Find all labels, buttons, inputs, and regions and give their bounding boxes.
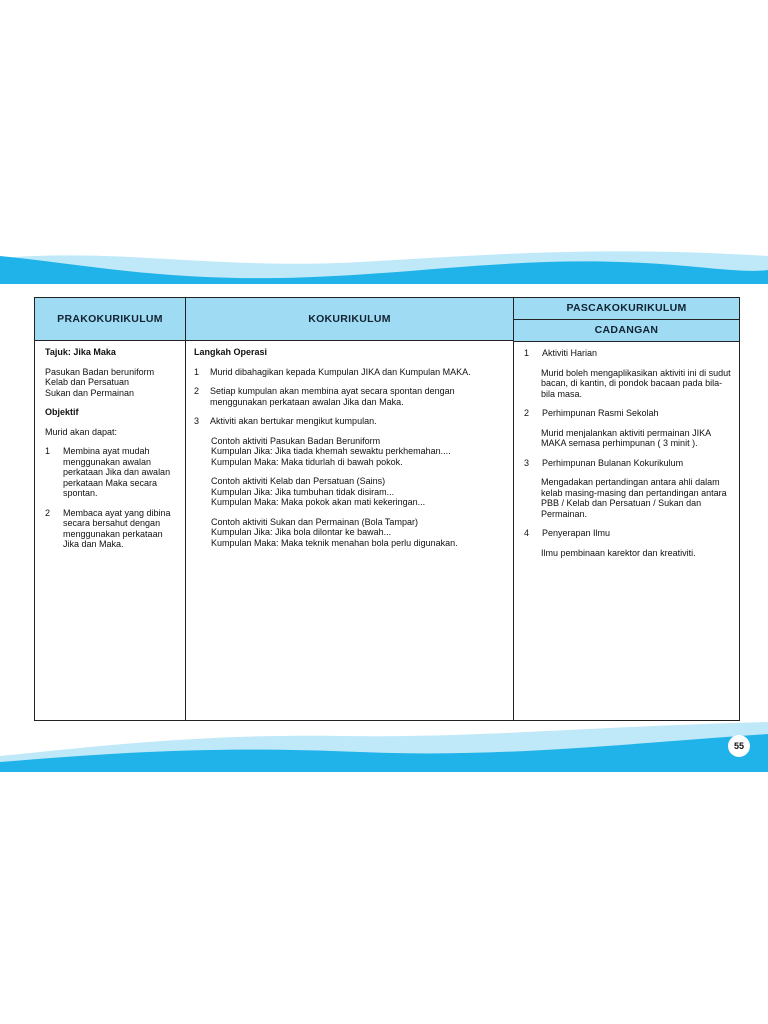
unit-2: Kelab dan Persatuan [45,377,130,387]
suggestion-text: Ilmu pembinaan karektor dan kreativiti. [541,547,696,558]
step-item [194,367,507,378]
example-jika: Kumpulan Jika: Jika tiada khemah sewaktu perkhemahan.... [211,446,451,456]
example-jika: Kumpulan Jika: Jika tumbuhan tidak disiram... [211,486,395,497]
step-text: Aktiviti akan bertukar mengikut kumpulan. [210,416,377,426]
prakokurikulum-body [35,341,185,550]
kokurikulum-header: KOKURIKULUM [186,298,513,341]
suggestion-title: Perhimpunan Rasmi Sekolah [542,408,659,418]
step-text: Murid dibahagikan kepada Kumpulan JIKA dan Kumpulan MAKA. [210,366,471,377]
suggestion-text: Murid boleh mengaplikasikan aktiviti ini di sudut bacan, di kantin, di pondok bacaan pada bila-bila masa. [541,367,731,399]
objective-number: 1 [45,446,51,456]
kokurikulum-column [186,298,514,720]
step-item [194,416,507,427]
prakokurikulum-column [35,298,186,720]
objektif-label: Objektif [45,407,79,417]
page-number: 55 [728,735,750,757]
pascakokurikulum-column [514,298,739,720]
step-number: 1 [194,366,200,377]
example-maka: Kumpulan Maka: Maka tidurlah di bawah pokok. [211,456,403,467]
suggestion-item [524,458,731,469]
objective-text: Membaca ayat yang dibina secara bersahut dengan menggunakan perkataan Jika dan Maka. [63,507,171,549]
suggestion-title: Aktiviti Harian [542,348,598,358]
suggestion-number: 3 [524,457,530,468]
unit-1: Pasukan Badan beruniform [45,366,155,377]
suggestion-item [524,528,731,539]
suggestion-number: 1 [524,348,530,358]
step-item [194,386,507,407]
step-number: 3 [194,416,200,426]
langkah-operasi-title: Langkah Operasi [194,347,268,357]
suggestion-item [524,348,731,359]
example-jika: Kumpulan Jika: Jika bola dilontar ke bawah... [211,527,392,537]
bottom-wave-decoration [0,716,768,772]
suggestion-title: Penyerapan Ilmu [542,528,611,538]
example-maka: Kumpulan Maka: Maka pokok akan mati kekeringan... [211,497,426,507]
activity-table [34,297,740,721]
suggestion-number: 4 [524,528,530,538]
suggestion-title: Perhimpunan Bulanan Kokurikulum [542,457,684,468]
kokurikulum-body [186,341,513,548]
example-block [194,517,507,549]
topic-title: Tajuk: Jika Maka [45,347,116,357]
suggestion-number: 2 [524,408,530,418]
example-title: Contoh aktiviti Kelab dan Persatuan (Sains) [211,476,386,486]
step-text: Setiap kumpulan akan membina ayat secara spontan dengan menggunakan perkataan awalan Jika dan Maka. [210,386,455,407]
example-title: Contoh aktiviti Pasukan Badan Beruniform [211,435,381,446]
example-title: Contoh aktiviti Sukan dan Permainan (Bola Tampar) [211,516,418,527]
objective-text: Membina ayat mudah menggunakan awalan perkataan Jika dan awalan perkataan Maka secara spontan. [63,446,171,498]
step-number: 2 [194,386,200,396]
example-maka: Kumpulan Maka: Maka teknik menahan bola perlu digunakan. [211,537,458,548]
objective-item [45,446,177,499]
prakokurikulum-header: PRAKOKURIKULUM [35,298,185,341]
pascakokurikulum-body [514,342,739,558]
unit-3: Sukan dan Permainan [45,387,135,398]
example-block [194,436,507,468]
objektif-intro: Murid akan dapat: [45,426,118,437]
objective-item [45,508,177,550]
objective-number: 2 [45,507,51,518]
cadangan-header: CADANGAN [514,320,739,342]
suggestion-item [524,408,731,419]
suggestion-text: Murid menjalankan aktiviti permainan JIKA MAKA semasa perhimpunan ( 3 minit ). [541,427,711,448]
example-block [194,476,507,508]
pascakokurikulum-header: PASCAKOKURIKULUM [514,298,739,320]
suggestion-text: Mengadakan pertandingan antara ahli dalam kelab masing-masing dan pertandingan antara PBB / Kelab dan Persatuan / Sukan dan Permainan. [541,477,727,519]
top-wave-decoration [0,244,768,284]
